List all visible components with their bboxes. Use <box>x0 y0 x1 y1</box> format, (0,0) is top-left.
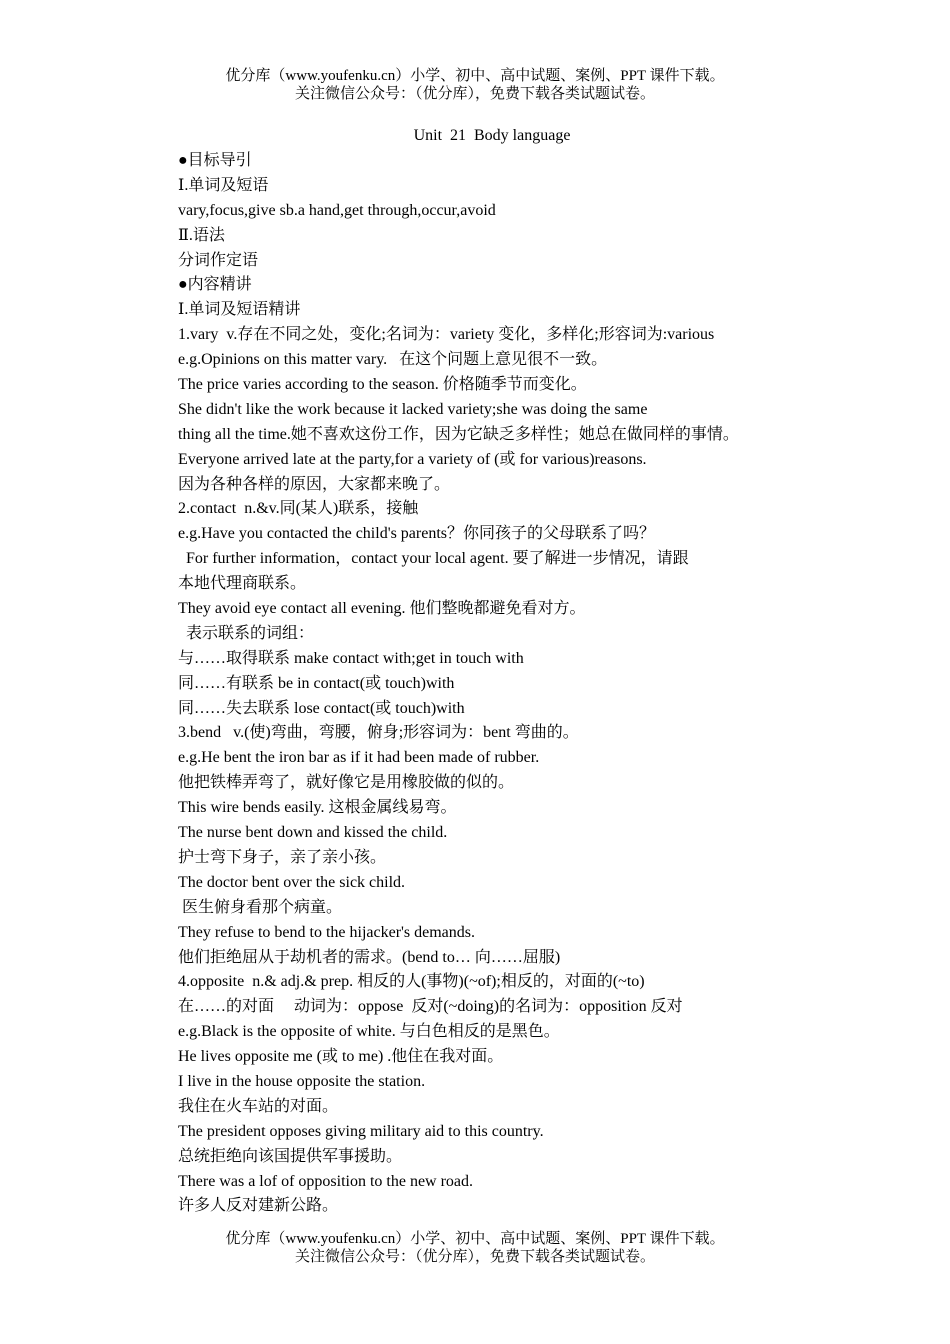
text-line: 同……失去联系 lose contact(或 touch)with <box>178 699 465 717</box>
text-line: 我住在火车站的对面。 <box>178 1097 339 1115</box>
text-line: ●目标导引 <box>178 152 252 169</box>
text-line: 与……取得联系 make contact with;get in touch with <box>178 649 524 667</box>
text-line: The nurse bent down and kissed the child. <box>178 824 448 842</box>
text-line: 1.vary v.存在不同之处，变化;名词为：variety 变化，多样化;形容词为:various <box>178 326 715 344</box>
text-line: Ⅰ.单词及短语精讲 <box>178 301 301 319</box>
text-line: The price varies according to the season. 价格随季节而变化。 <box>178 376 587 394</box>
text-line: 表示联系的词组： <box>178 624 315 642</box>
text-line: They refuse to bend to the hijacker's demands. <box>178 923 476 941</box>
text-line: vary,focus,give sb.a hand,get through,occur,avoid <box>178 201 496 219</box>
text-line: He lives opposite me (或 to me) .他住在我对面。 <box>178 1048 504 1066</box>
text-line: The doctor bent over the sick child. <box>178 873 406 891</box>
text-line: 在……的对面 动词为：oppose 反对(~doing)的名词为：opposition 反对 <box>178 998 683 1016</box>
text-line: e.g.Black is the opposite of white. 与白色相反的是黑色。 <box>178 1023 560 1041</box>
text-line: 许多人反对建新公路。 <box>178 1197 339 1215</box>
document-title: Unit 21 Body language <box>413 127 571 144</box>
text-line: 他把铁棒弄弯了，就好像它是用橡胶做的似的。 <box>178 774 515 792</box>
footer-line-2: 关注微信公众号：（优分库），免费下载各类试题试卷。 <box>294 1249 655 1265</box>
text-line: e.g.Have you contacted the child's parents？你同孩子的父母联系了吗？ <box>178 525 656 543</box>
text-line: Ⅰ.单词及短语 <box>178 176 269 194</box>
text-line: ●内容精讲 <box>178 276 252 294</box>
text-line: 医生俯身看那个病童。 <box>178 898 343 916</box>
text-line: There was a lof of opposition to the new road. <box>178 1172 474 1190</box>
text-line: I live in the house opposite the station. <box>178 1072 426 1090</box>
page-footer <box>0 1230 950 1266</box>
text-line: 因为各种各样的原因，大家都来晚了。 <box>178 475 451 493</box>
text-line: Ⅱ.语法 <box>178 226 225 244</box>
header-line-1: 优分库（www.youfenku.cn）小学、初中、高中试题、案例、PPT 课件下载。 <box>225 68 725 84</box>
text-line: This wire bends easily. 这根金属线易弯。 <box>178 799 457 817</box>
text-line: The president opposes giving military aid to this country. <box>178 1122 544 1140</box>
text-line: 本地代理商联系。 <box>178 575 307 593</box>
document-body <box>178 149 878 1219</box>
page-header <box>0 67 950 103</box>
header-line-2: 关注微信公众号：（优分库），免费下载各类试题试卷。 <box>294 86 655 102</box>
text-line: They avoid eye contact all evening. 他们整晚都避免看对方。 <box>178 600 586 618</box>
text-line: She didn't like the work because it lacked variety;she was doing the same <box>178 400 648 418</box>
text-line: 2.contact n.&v.同(某人)联系，接触 <box>178 500 419 518</box>
text-line: 他们拒绝屈从于劫机者的需求。(bend to… 向……屈服) <box>178 948 561 966</box>
text-line: 3.bend v.(使)弯曲，弯腰，俯身;形容词为：bent 弯曲的。 <box>178 724 579 742</box>
text-line: 同……有联系 be in contact(或 touch)with <box>178 674 455 692</box>
text-line: thing all the time.她不喜欢这份工作，因为它缺乏多样性；她总在做同样的事情。 <box>178 425 739 443</box>
text-line: For further information，contact your local agent. 要了解进一步情况，请跟 <box>178 550 689 568</box>
text-line: e.g.He bent the iron bar as if it had been made of rubber. <box>178 749 540 767</box>
text-line: 分词作定语 <box>178 251 259 269</box>
text-line: Everyone arrived late at the party,for a variety of (或 for various)reasons. <box>178 450 647 468</box>
text-line: 4.opposite n.& adj.& prep. 相反的人(事物)(~of);相反的，对面的(~to) <box>178 973 645 991</box>
text-line: 护士弯下身子，亲了亲小孩。 <box>178 848 387 866</box>
text-line: e.g.Opinions on this matter vary. 在这个问题上意见很不一致。 <box>178 351 608 369</box>
text-line: 总统拒绝向该国提供军事援助。 <box>178 1147 403 1165</box>
footer-line-1: 优分库（www.youfenku.cn）小学、初中、高中试题、案例、PPT 课件下载。 <box>225 1231 725 1247</box>
